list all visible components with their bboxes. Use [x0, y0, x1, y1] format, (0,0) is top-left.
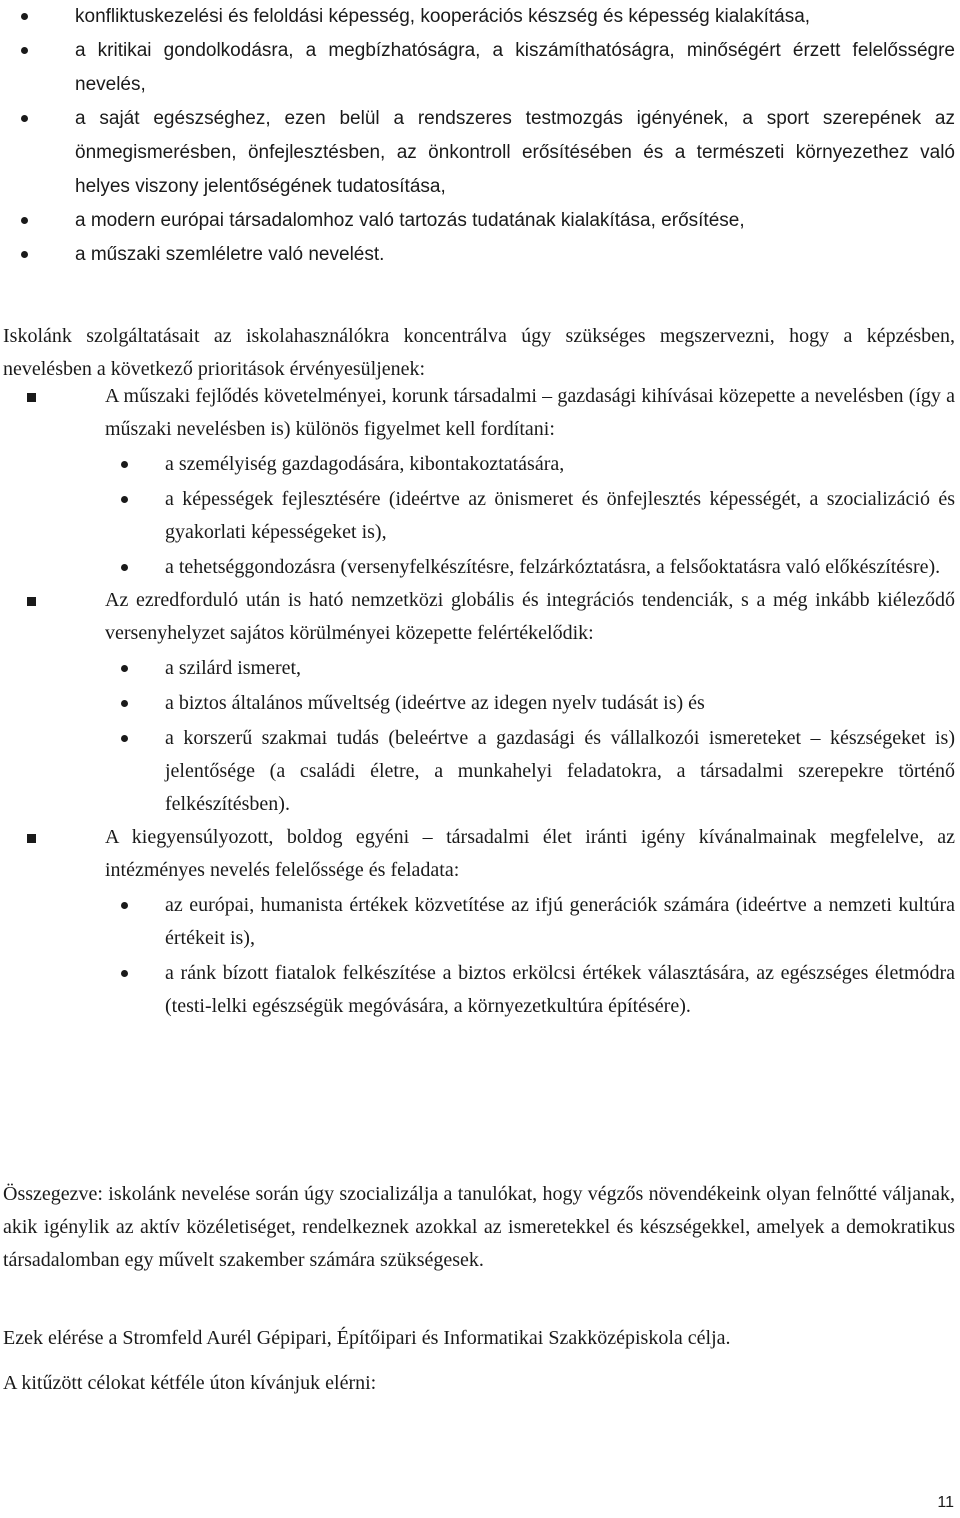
- bullet-dot-icon: [121, 735, 128, 742]
- priority-sub-list: [165, 652, 955, 821]
- bullet-dot-icon: [121, 665, 128, 672]
- summary-paragraph: Összegezve: iskolánk nevelése során úgy szocializálja a tanulókat, hogy végzős növendékeink olyan felnőtté váljanak, akik igénylik az aktív közéletiséget, rendelkeznek azokkal az ismeretekkel és készségekkel, amelyek a demokratikus társadalomban egy művelt szakember számára szükségesek.: [3, 1183, 955, 1271]
- list-item: a biztos általános műveltség (ideértve az idegen nyelv tudását is) és: [165, 687, 955, 720]
- priority-item: [105, 584, 955, 821]
- square-bullet-icon: [27, 393, 36, 402]
- bullet-dot-icon: [121, 902, 128, 909]
- priority-item: [105, 821, 955, 1023]
- bullet-dot-icon: [121, 496, 128, 503]
- list-item: a szilárd ismeret,: [165, 652, 955, 685]
- priority-item: [105, 380, 955, 584]
- list-item: a tehetséggondozásra (versenyfelkészítésre, felzárkóztatásra, a felsőoktatásra való előkészítésre).: [165, 551, 955, 584]
- bullet-dot-icon: [121, 564, 128, 571]
- priority-text: Az ezredforduló után is ható nemzetközi globális és integrációs tendenciák, s a még inkább kiéleződő versenyhelyzet sajátos körülményei közepette felértékelődik:: [105, 589, 955, 644]
- list-item: a képességek fejlesztésére (ideértve az önismeret és önfejlesztés képességét, a szocializáció és gyakorlati képességeket is),: [165, 483, 955, 549]
- bullet-dot-icon: [21, 13, 28, 20]
- bullet-dot-icon: [21, 47, 28, 54]
- bullet-dot-icon: [121, 970, 128, 977]
- bullet-dot-icon: [21, 251, 28, 258]
- goal-paragraph: Ezek elérése a Stromfeld Aurél Gépipari, Építőipari és Informatikai Szakközépiskola célja.: [3, 1327, 731, 1349]
- bullet-dot-icon: [121, 461, 128, 468]
- list-item: a kritikai gondolkodásra, a megbízhatóságra, a kiszámíthatóságra, minőségért érzett felelősségre nevelés,: [75, 34, 955, 102]
- top-bullet-list: [75, 0, 955, 272]
- list-item: a személyiség gazdagodására, kibontakoztatására,: [165, 448, 955, 481]
- list-item: a saját egészséghez, ezen belül a rendszeres testmozgás igényének, a sport szerepének az önmegismerésben, önfejlesztésben, az önkontroll erősítésében és a természeti környezethez való helyes viszony jelentőségének tudatosítása,: [75, 102, 955, 204]
- priority-text: A műszaki fejlődés követelményei, korunk társadalmi – gazdasági kihívásai közepette a nevelésben (így a műszaki nevelésben is) különös figyelmet kell fordítani:: [105, 385, 955, 440]
- bullet-dot-icon: [21, 217, 28, 224]
- list-item: a modern európai társadalomhoz való tartozás tudatának kialakítása, erősítése,: [75, 204, 955, 238]
- square-bullet-icon: [27, 834, 36, 843]
- page-number: 11: [937, 1494, 954, 1511]
- list-item: a műszaki szemléletre való nevelést.: [75, 238, 955, 272]
- priority-sub-list: [165, 889, 955, 1023]
- priority-list: [105, 380, 955, 1023]
- list-item: az európai, humanista értékek közvetítése az ifjú generációk számára (ideértve a nemzeti kultúra értékeit is),: [165, 889, 955, 955]
- bullet-dot-icon: [21, 115, 28, 122]
- ways-paragraph: A kitűzött célokat kétféle úton kívánjuk elérni:: [3, 1372, 377, 1394]
- square-bullet-icon: [27, 597, 36, 606]
- list-item: a korszerű szakmai tudás (beleértve a gazdasági és vállalkozói ismereteket – készségeket is) jelentősége (a családi életre, a munkahelyi feladatokra, a társadalmi szerepekre történő felkészítésben).: [165, 722, 955, 821]
- intro-paragraph: Iskolánk szolgáltatásait az iskolahasználókra koncentrálva úgy szükséges megszervezni, hogy a képzésben, nevelésben a következő prioritások érvényesüljenek:: [3, 325, 955, 380]
- list-item: a ránk bízott fiatalok felkészítése a biztos erkölcsi értékek választására, az egészséges életmódra (testi-lelki egészségük megóvására, a környezetkultúra építésére).: [165, 957, 955, 1023]
- priority-sub-list: [165, 448, 955, 584]
- priority-text: A kiegyensúlyozott, boldog egyéni – társadalmi élet iránti igény kívánalmainak megfelelve, az intézményes nevelés felelőssége és feladata:: [105, 826, 955, 881]
- bullet-dot-icon: [121, 700, 128, 707]
- list-item: konfliktuskezelési és feloldási képesség, kooperációs készség és képesség kialakítása,: [75, 0, 955, 34]
